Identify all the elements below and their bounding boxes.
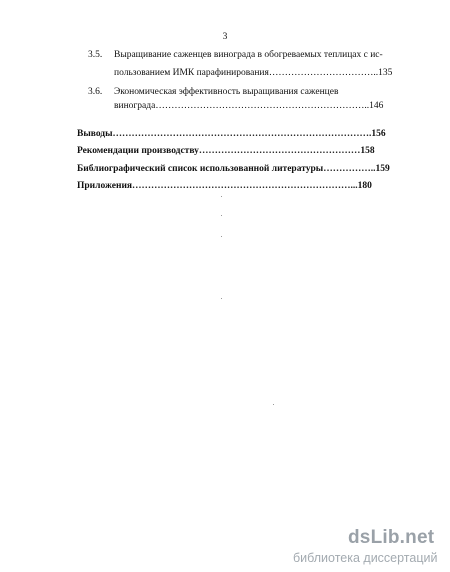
toc-item-number: 3.5.	[88, 50, 103, 60]
scan-speck	[221, 196, 222, 197]
toc-item-title-line1: Выращивание саженцев винограда в обогреваемых теплицах с ис-	[114, 50, 383, 60]
toc-conclusions: Выводы……………………………………………………………………….156	[77, 129, 386, 139]
toc-item-title-line2: пользованием ИМК парафинирования……………………………..135	[114, 68, 393, 78]
toc-recommendations: Рекомендации производству……………………………………………158	[77, 146, 375, 156]
watermark-logo: dsLib.net	[348, 527, 435, 548]
page-number: 3	[222, 32, 228, 42]
scan-speck	[273, 404, 274, 405]
toc-item-number: 3.6.	[88, 87, 103, 97]
toc-item-title-line1: Экономическая эффективность выращивания саженцев	[114, 87, 339, 97]
toc-appendices: Приложения……………………………………………………………...180	[77, 181, 372, 191]
scan-speck	[221, 236, 222, 237]
toc-bibliography: Библиографический список использованной литературы……………..159	[77, 164, 390, 174]
scan-speck	[221, 298, 222, 299]
toc-item-title-line2: винограда…………………………………………………………..146	[114, 101, 384, 111]
scan-speck	[221, 215, 222, 216]
watermark-subtitle: библиотека диссертаций	[293, 551, 438, 565]
